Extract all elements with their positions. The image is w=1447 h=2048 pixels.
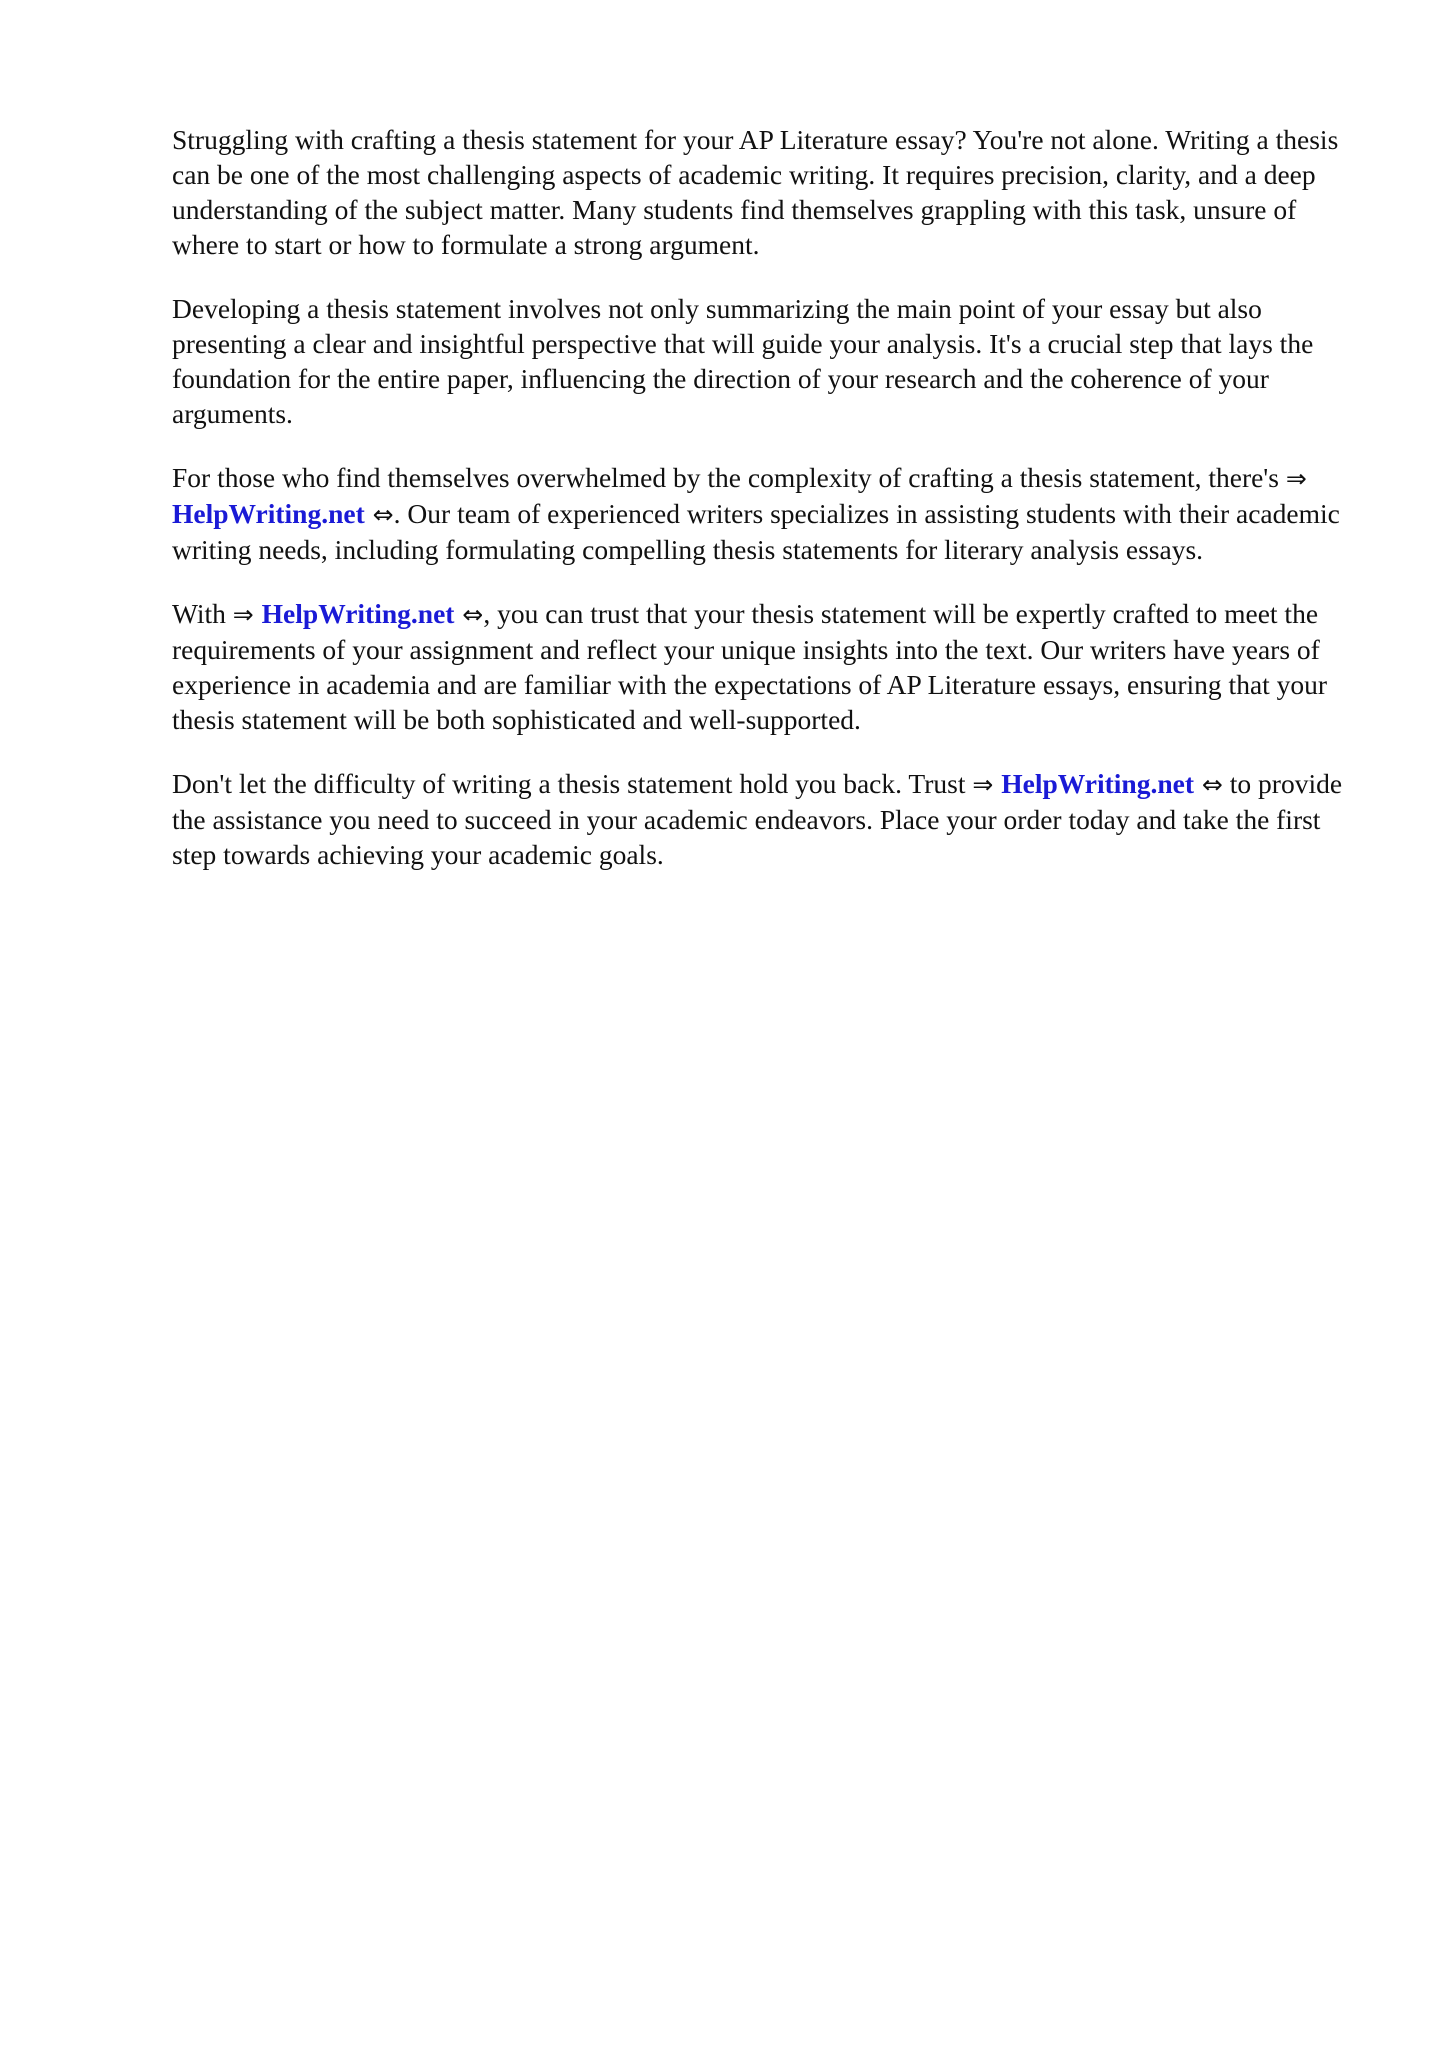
right-arrow-icon: ⇒ <box>972 770 1002 799</box>
paragraph-trust <box>172 766 1362 872</box>
right-arrow-icon: ⇒ <box>232 600 262 629</box>
double-arrow-icon: ⇔ <box>364 500 394 529</box>
paragraph-text: With <box>172 598 233 629</box>
helpwriting-link[interactable]: HelpWriting.net <box>172 498 365 529</box>
right-arrow-icon: ⇒ <box>1285 464 1307 493</box>
paragraph-text: Don't let the difficulty of writing a thesis statement hold you back. Trust <box>172 768 973 799</box>
helpwriting-link[interactable]: HelpWriting.net <box>261 598 455 629</box>
paragraph-text: to provide the assistance you need to succeed in your academic endeavors. Place your order today and take the first step towards achieving your academic goals. <box>172 768 1343 870</box>
document-body <box>172 122 1362 901</box>
paragraph-text: . Our team of experienced writers specializes in assisting students with their academic writing needs, including formulating compelling thesis statements for literary analysis essays. <box>172 498 1340 565</box>
double-arrow-icon: ⇔ <box>1194 770 1223 799</box>
paragraph-text: For those who find themselves overwhelmed by the complexity of crafting a thesis statement, there's <box>172 462 1286 493</box>
double-arrow-icon: ⇔ <box>454 600 484 629</box>
paragraph-developing: Developing a thesis statement involves not only summarizing the main point of your essay but also presenting a clear and insightful perspective that will guide your analysis. It's a crucial step that lays the foundation for the entire paper, influencing the direction of your research and the coherence of your arguments. <box>172 293 1314 429</box>
paragraph-text: , you can trust that your thesis statement will be expertly crafted to meet the requirements of your assignment and reflect your unique insights into the text. Our writers have years of experience in academia and are familiar with the expectations of AP Literature essays, ensuring that your thesis statement will be both sophisticated and well-supported. <box>172 598 1328 735</box>
paragraph-intro: Struggling with crafting a thesis statement for your AP Literature essay? You're not alone. Writing a thesis can be one of the most challenging aspects of academic writing. It requires precision, clarity, and a deep understanding of the subject matter. Many students find themselves grappling with this task, unsure of where to start or how to formulate a strong argument. <box>172 124 1339 260</box>
helpwriting-link[interactable]: HelpWriting.net <box>1001 768 1195 799</box>
paragraph-with <box>172 596 1362 737</box>
paragraph-overwhelmed <box>172 460 1362 567</box>
